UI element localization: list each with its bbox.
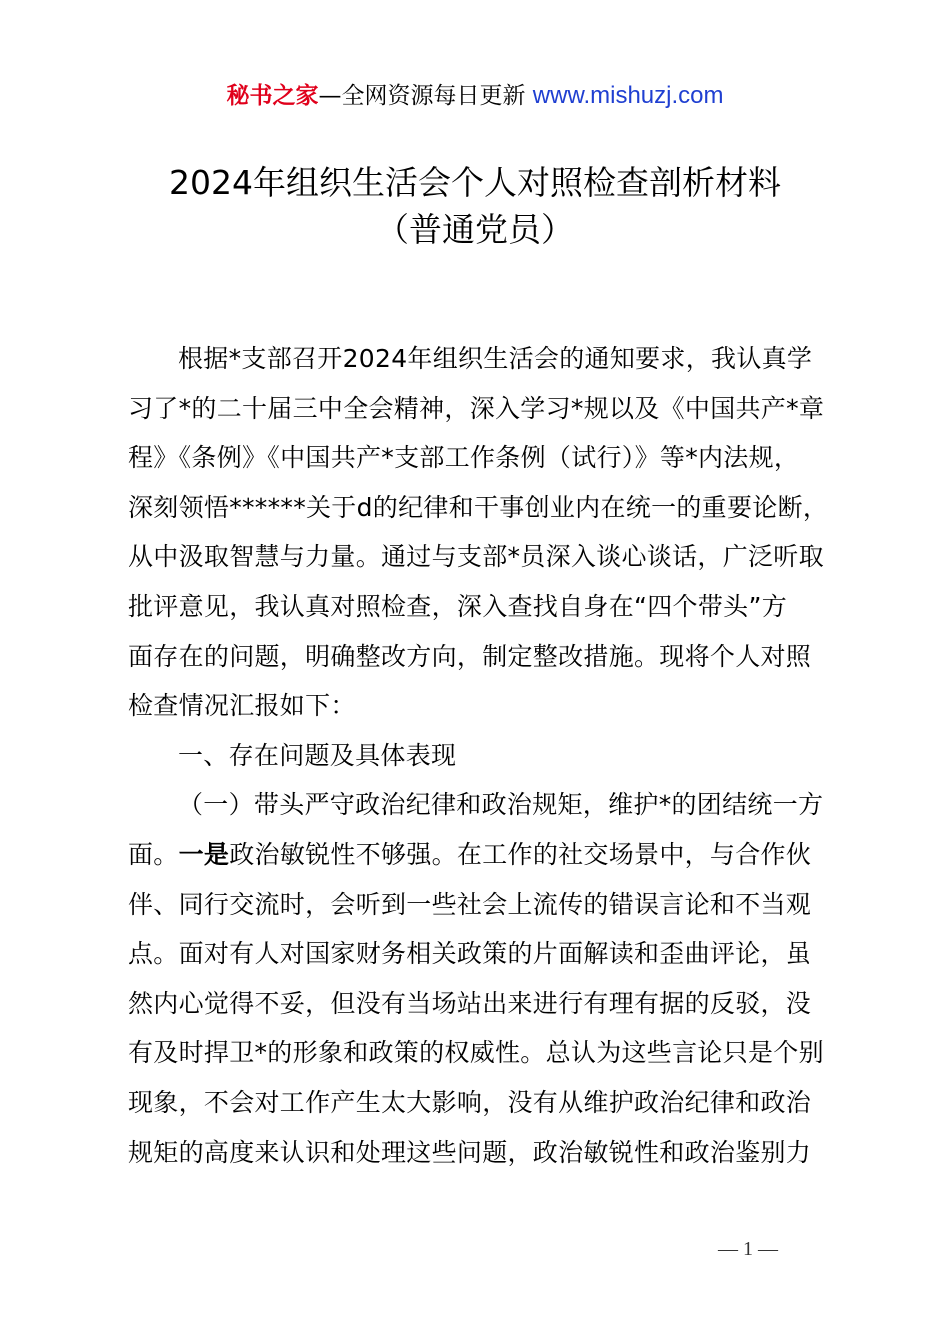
body-line: 点。面对有人对国家财务相关政策的片面解读和歪曲评论，虽: [128, 939, 812, 969]
body-line: 有及时捍卫*的形象和政策的权威性。总认为这些言论只是个别: [128, 1038, 824, 1068]
body-line: 习了*的二十届三中全会精神，深入学习*规以及《中国共产*章: [128, 393, 825, 423]
page-number: — 1 —: [718, 1238, 778, 1260]
bold-marker: 一是: [178, 839, 230, 869]
body-line: 然内心觉得不妥，但没有当场站出来进行有理有据的反驳，没: [128, 988, 812, 1018]
body-line: 深刻领悟******关于d的纪律和干事创业内在统一的重要论断，: [128, 492, 829, 522]
subsection-heading: （一）带头严守政治纪律和政治规矩，维护*的团结统一方: [178, 790, 824, 820]
brand-name: 秘书之家: [226, 83, 319, 109]
body-line: 检查情况汇报如下：: [128, 691, 356, 721]
header-tagline: —全网资源每日更新: [318, 83, 526, 109]
body-line: 程》《条例》《中国共产*支部工作条例（试行）》等*内法规，: [128, 443, 800, 473]
body-line: 面存在的问题，明确整改方向，制定整改措施。现将个人对照: [128, 641, 812, 671]
site-url-link[interactable]: www.mishuzj.com: [532, 82, 724, 109]
body-line: 根据*支部召开2024年组织生活会的通知要求，我认真学: [178, 344, 813, 373]
document-body: [128, 334, 868, 1177]
document-title: 2024年组织生活会个人对照检查剖析材料: [169, 163, 781, 202]
body-line: 伴、同行交流时，会听到一些社会上流传的错误言论和不当观: [128, 889, 812, 919]
section-heading: 一、存在问题及具体表现: [178, 740, 457, 770]
body-line: 批评意见，我认真对照检查，深入查找自身在“四个带头”方: [128, 591, 788, 621]
site-header: [0, 80, 950, 112]
body-text: 面。: [128, 839, 179, 869]
body-text: 政治敏锐性不够强。在工作的社交场景中，与合作伙: [229, 839, 812, 869]
body-line: [128, 830, 868, 880]
body-line: 规矩的高度来认识和处理这些问题，政治敏锐性和政治鉴别力: [128, 1137, 812, 1167]
body-line: 现象，不会对工作产生太大影响，没有从维护政治纪律和政治: [128, 1087, 812, 1117]
document-subtitle: （普通党员）: [376, 210, 574, 249]
body-line: 从中汲取智慧与力量。通过与支部*员深入谈心谈话，广泛听取: [128, 542, 824, 572]
